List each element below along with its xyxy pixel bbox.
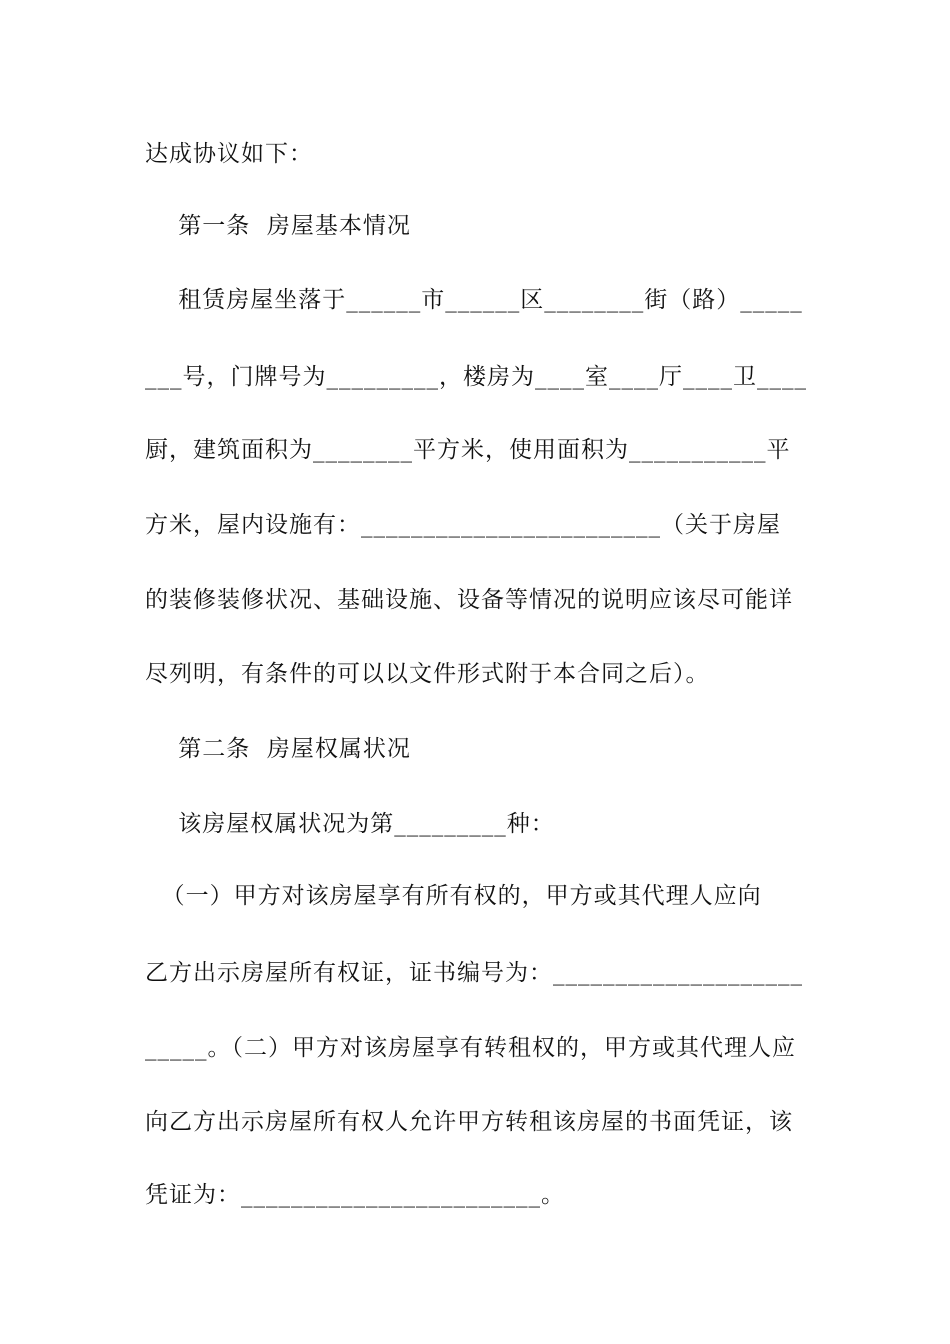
text-line-location: 租赁房屋坐落于______市______区________街（路）_____ bbox=[145, 287, 803, 313]
text-line-certificate-number: 乙方出示房屋所有权证，证书编号为：____________________ bbox=[145, 960, 803, 986]
text-line-facilities: 方米，屋内设施有：________________________（关于房屋 bbox=[145, 512, 781, 538]
text-line-facilities-note: 的装修装修状况、基础设施、设备等情况的说明应该尽可能详 bbox=[145, 587, 793, 613]
text-line-agreement-intro: 达成协议如下： bbox=[145, 141, 313, 167]
text-line-area: 厨，建筑面积为________平方米，使用面积为___________平 bbox=[145, 437, 791, 463]
text-line-sublease-proof: 向乙方出示房屋所有权人允许甲方转租该房屋的书面凭证，该 bbox=[145, 1109, 793, 1135]
text-line-attachment-note: 尽列明，有条件的可以以文件形式附于本合同之后）。 bbox=[145, 661, 710, 687]
text-line-house-number: ___号，门牌号为_________，楼房为____室____厅____卫____ bbox=[145, 364, 807, 390]
text-line-ownership-1: （一）甲方对该房屋享有所有权的，甲方或其代理人应向 bbox=[145, 883, 762, 909]
article-1-heading: 第一条 房屋基本情况 bbox=[145, 213, 411, 239]
text-line-sublease-right: _____。（二）甲方对该房屋享有转租权的，甲方或其代理人应 bbox=[145, 1035, 796, 1061]
text-line-ownership-type: 该房屋权属状况为第_________种： bbox=[145, 811, 555, 837]
article-2-heading: 第二条 房屋权属状况 bbox=[145, 736, 411, 762]
text-line-voucher: 凭证为：________________________。 bbox=[145, 1182, 565, 1208]
